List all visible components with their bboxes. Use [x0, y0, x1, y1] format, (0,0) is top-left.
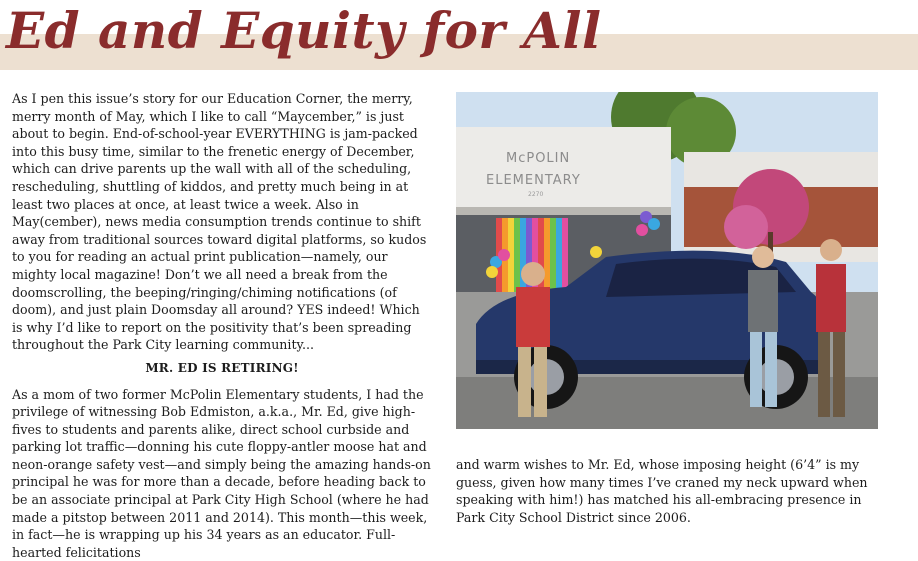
article-title: Ed and Equity for All: [6, 0, 601, 66]
school-sign-line3: 2270: [528, 191, 543, 198]
school-curbside-photo: [456, 92, 878, 429]
intro-paragraph: As I pen this issue’s story for our Education Corner, the merry, merry month of May, which I like to call “Maycember,” is just about to begin. End-of-school-year EVERYTHING is jam-packed into this busy time, similar to the frenetic energy of December, which can drive parents up the wall with all of the scheduling, rescheduling, shuttling of kiddos, and pretty much being in at least two places at once, at least twice a week. Also in May(cember), news media consumption trends continue to shift away from traditional sources toward digital platforms, so kudos to you for reading an actual print publication—namely, our mighty local magazine! Don’t we all need a break from the doomscrolling, the beeping/ringing/chiming notifications (of doom), and just plain Doomsday all around? YES indeed! Which is why I’d like to report on the positivity that’s been spreading throughout the Park City learning community...: [12, 90, 432, 354]
body-paragraph-right: and warm wishes to Mr. Ed, whose imposing height (6’4” is my guess, given how many times I’ve craned my neck upward when speaking with him!) has matched his all-embracing presence in Park City School District since 2006.: [456, 456, 884, 526]
body-paragraph-left: As a mom of two former McPolin Elementary students, I had the privilege of witnessing Bob Edmiston, a.k.a., Mr. Ed, give high-fives to students and parents alike, direct school curbside and parking lot traffic—donning his cute floppy-antler moose hat and neon-orange safety vest—and simply being the amazing hands-on principal he was for more than a decade, before heading back to be an associate principal at Park City High School (where he had made a pitstop between 2011 and 2014). This month—this week, in fact—he is wrapping up his 34 years as an educator. Full-hearted felicitations: [12, 386, 432, 561]
school-sign-line2: ELEMENTARY: [486, 173, 581, 188]
article-photo: [456, 92, 878, 429]
section-subhead: MR. ED IS RETIRING!: [12, 360, 432, 378]
school-sign-line1: McPOLIN: [506, 151, 570, 166]
left-column: [12, 90, 432, 561]
